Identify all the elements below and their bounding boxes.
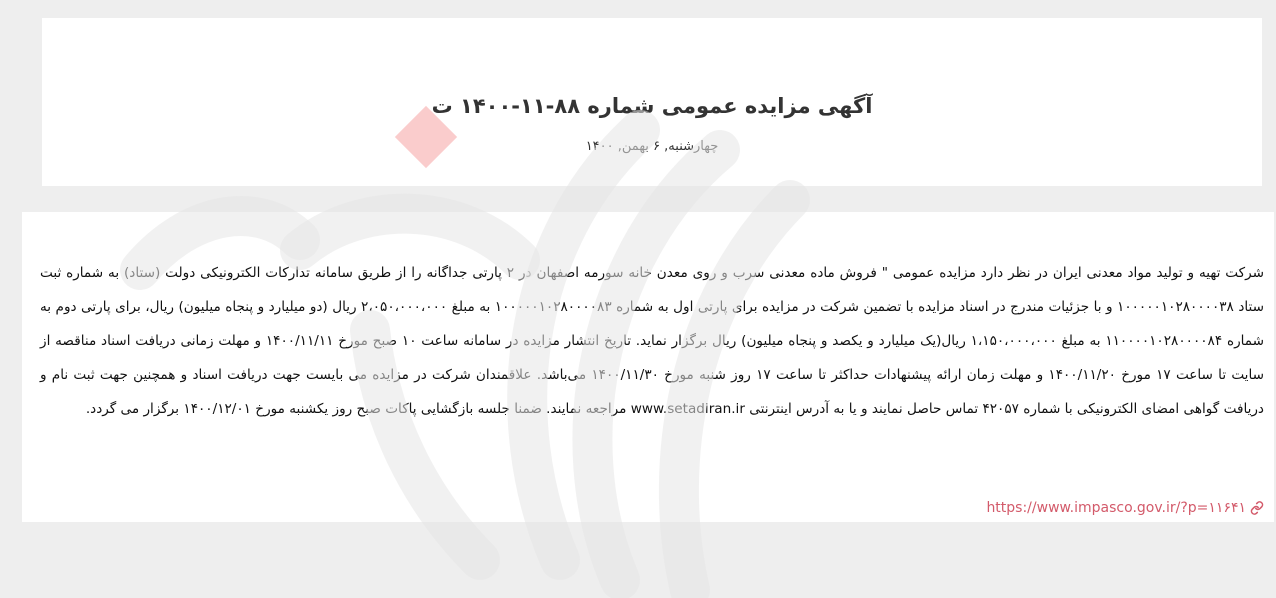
- article-body: شرکت تهیه و تولید مواد معدنی ایران در نظر دارد مزایده عمومی " فروش ماده معدنی سرب و روی معدن خانه سورمه اصفهان در ۲ پارتی جداگانه را از طریق سامانه تدارکات الکترونیکی دولت (ستاد) به شماره ثبت ستاد ۱۰۰۰۰۰۱۰۲۸۰۰۰۰۳۸ و با جزئیات مندرج در اسناد مزایده با تضمین شرکت در مزایده برای پارتی اول به شماره ۱۰۰۰۰۰۱۰۲۸۰۰۰۰۸۳ به مبلغ ۲،۰۵۰،۰۰۰،۰۰۰ ریال (دو میلیارد و پنجاه میلیون) ریال، برای پارتی دوم به شماره ۱۱۰۰۰۰۱۰۲۸۰۰۰۰۸۴ به مبلغ ۱،۱۵۰،۰۰۰،۰۰۰ ریال(یک میلیارد و یکصد و پنجاه میلیون) ریال برگزار نماید. تاریخ انتشار مزایده در سامانه ساعت ۱۰ صبح مورخ ۱۴۰۰/۱۱/۱۱ و مهلت زمانی دریافت اسناد مناقصه از سایت تا ساعت ۱۷ مورخ ۱۴۰۰/۱۱/۲۰ و مهلت زمان ارائه پیشنهادات حداکثر تا ساعت ۱۷ روز شنبه مورخ ۱۴۰۰/۱۱/۳۰ می‌باشد. علاقمندان شرکت در مزایده می بایست جهت دریافت اسناد و همچنین جهت ثبت نام و دریافت گواهی امضای الکترونیکی با شماره ۴۲۰۵۷ تماس حاصل نمایند و یا به آدرس اینترنتی www.setadiran.ir مراجعه نمایند. ضمنا جلسه بازگشایی پاکات صبح روز یکشنبه مورخ ۱۴۰۰/۱۲/۰۱ برگزار می گردد.: [40, 265, 1265, 417]
- article-header: [42, 18, 1262, 186]
- publish-date: چهارشنبه, ۶ بهمن, ۱۴۰۰: [585, 139, 719, 154]
- article-content: [22, 212, 1274, 522]
- link-icon: [1250, 501, 1264, 515]
- short-url-link[interactable]: [986, 500, 1264, 516]
- page-title: آگهی مزایده عمومی شماره ۸۸-۱۱-۱۴۰۰ ت: [431, 94, 873, 119]
- short-url-text: https://www.impasco.gov.ir/?p=۱۱۶۴۱: [986, 500, 1246, 516]
